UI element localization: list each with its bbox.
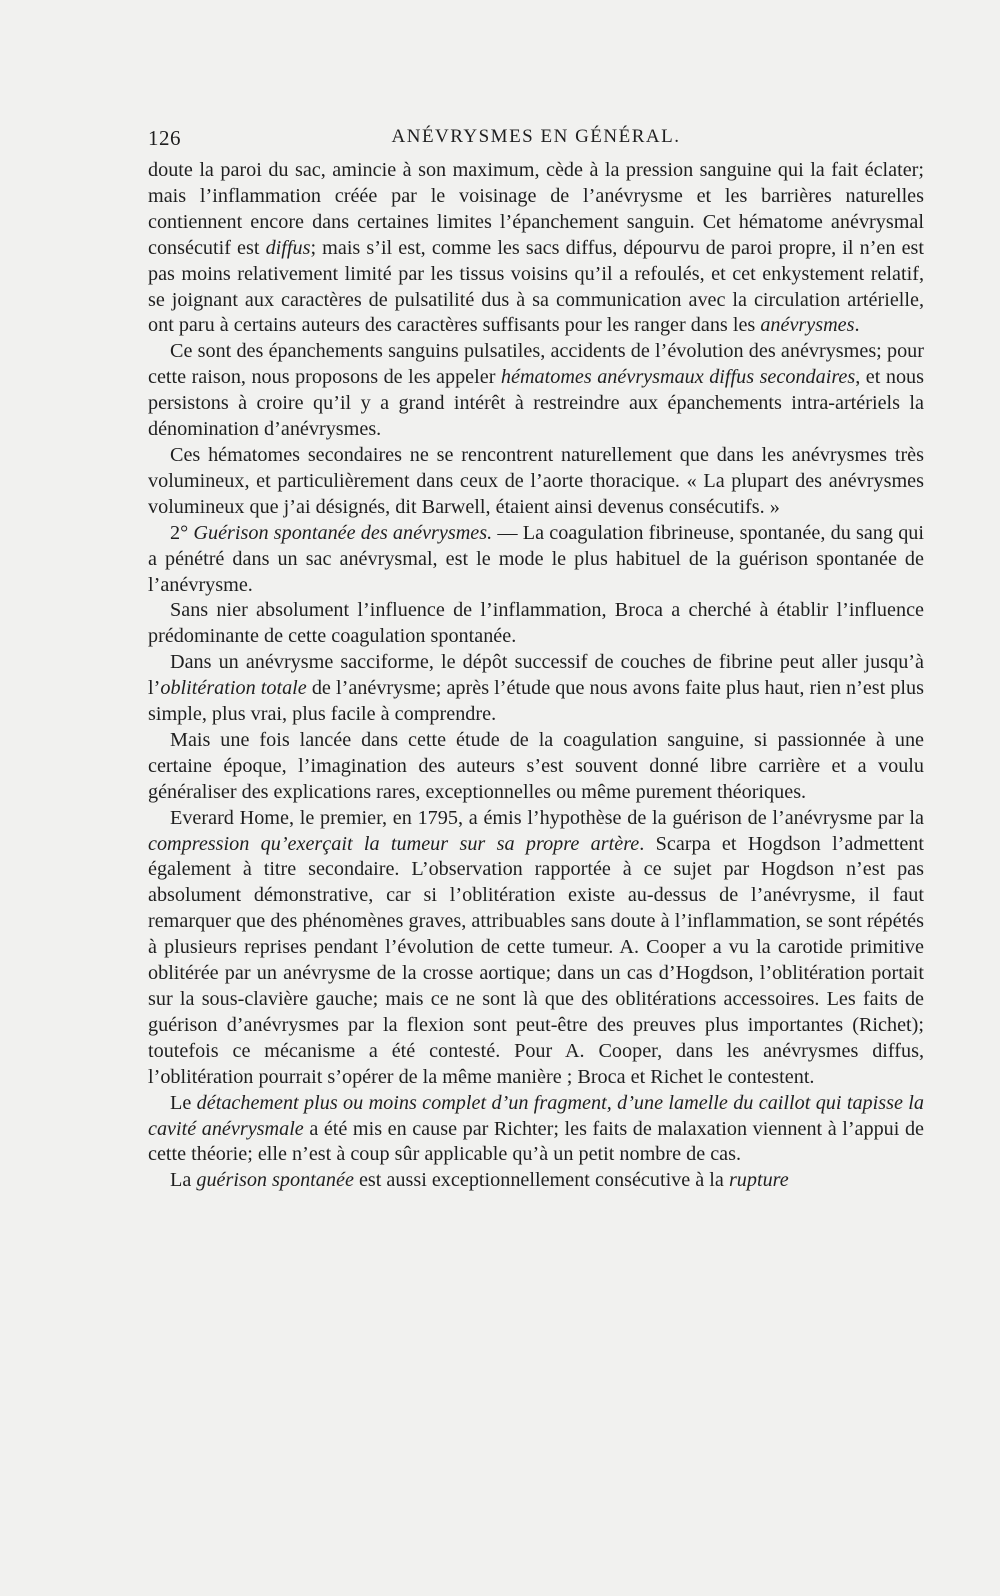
paragraph-8: Everard Home, le premier, en 1795, a émis l’hypothèse de la guérison de l’anévrysme par la compression qu’exerçait la tumeur sur sa propre artère. Scarpa et Hogdson l’admettent également à titre secondaire. L’observation rapportée à ce sujet par Hogdson n’est pas absolument démonstrative, car si l’oblitération existe au-dessus de l’anévrysme, il faut remarquer que des phénomènes graves, attribuables sans doute à l’inflammation, se sont répétés à plusieurs reprises pendant l’évolution de cette tumeur. A. Cooper a vu la carotide primitive oblitérée par un anévrysme de la crosse aortique; dans un cas d’Hogdson, l’oblitération portait sur la sous-clavière gauche; mais ce ne sont là que des oblitérations accessoires. Les faits de guérison d’anévrysmes par la flexion sont peut-être des preuves plus importantes (Richet); toutefois ce mécanisme a été contesté. Pour A. Cooper, dans les anévrysmes diffus, l’oblitération pourrait s’opérer de la même manière ; Broca et Richet le contestent. [148, 806, 924, 1088]
page-header [148, 126, 924, 156]
running-head: ANÉVRYSMES EN GÉNÉRAL. [391, 126, 681, 147]
paragraph-1: doute la paroi du sac, amincie à son maximum, cède à la pression sanguine qui la fait éclater; mais l’inflammation créée par le voisinage de l’anévrysme et les barrières naturelles contiennent encore dans certaines limites l’épanchement sanguin. Cet hématome anévrysmal consécutif est diffus; mais s’il est, comme les sacs diffus, dépourvu de paroi propre, il n’en est pas moins relativement limité par les tissus voisins qu’il a refoulés, et cet enkystement relatif, se joignant aux caractères de pulsatilité dus à sa communication avec la circulation artérielle, ont paru à certains auteurs des caractères suffisants pour les ranger dans les anévrysmes. [148, 159, 924, 337]
paragraph-2: Ce sont des épanchements sanguins pulsatiles, accidents de l’évolution des anévrysmes; pour cette raison, nous proposons de les appeler hématomes anévrysmaux diffus secondaires, et nous persistons à croire qu’il y a grand intérêt à restreindre aux épanchements intra-artériels la dénomination d’anévrysmes. [148, 340, 924, 441]
body-text [148, 158, 924, 1194]
paragraph-6: Dans un anévrysme sacciforme, le dépôt successif de couches de fibrine peut aller jusqu’à l’oblitération totale de l’anévrysme; après l’étude que nous avons faite plus haut, rien n’est plus simple, plus vrai, plus facile à comprendre. [148, 651, 924, 726]
paragraph-9: Le détachement plus ou moins complet d’un fragment, d’une lamelle du caillot qui tapisse la cavité anévrysmale a été mis en cause par Richter; les faits de malaxation viennent à l’appui de cette théorie; elle n’est à coup sûr applicable qu’à un petit nombre de cas. [148, 1091, 924, 1166]
paragraph-4: 2° Guérison spontanée des anévrysmes. — La coagulation fibrineuse, spontanée, du sang qui a pénétré dans un sac anévrysmal, est le mode le plus habituel de la guérison spontanée de l’anévrysme. [148, 521, 924, 596]
paragraph-5: Sans nier absolument l’influence de l’inflammation, Broca a cherché à établir l’influence prédominante de cette coagulation spontanée. [148, 599, 924, 648]
paragraph-3: Ces hématomes secondaires ne se rencontrent naturellement que dans les anévrysmes très volumineux, et particulièrement dans ceux de l’aorte thoracique. « La plupart des anévrysmes volumineux que j’ai désignés, dit Barwell, étaient ainsi devenus consécutifs. » [148, 443, 924, 518]
paragraph-7: Mais une fois lancée dans cette étude de la coagulation sanguine, si passionnée à une certaine époque, l’imagination des auteurs s’est souvent donné libre carrière et a voulu généraliser des explications rares, exceptionnelles ou même purement théoriques. [148, 728, 924, 803]
paragraph-10: La guérison spontanée est aussi exceptionnellement consécutive à la rupture [170, 1169, 789, 1192]
page-number: 126 [148, 126, 181, 150]
